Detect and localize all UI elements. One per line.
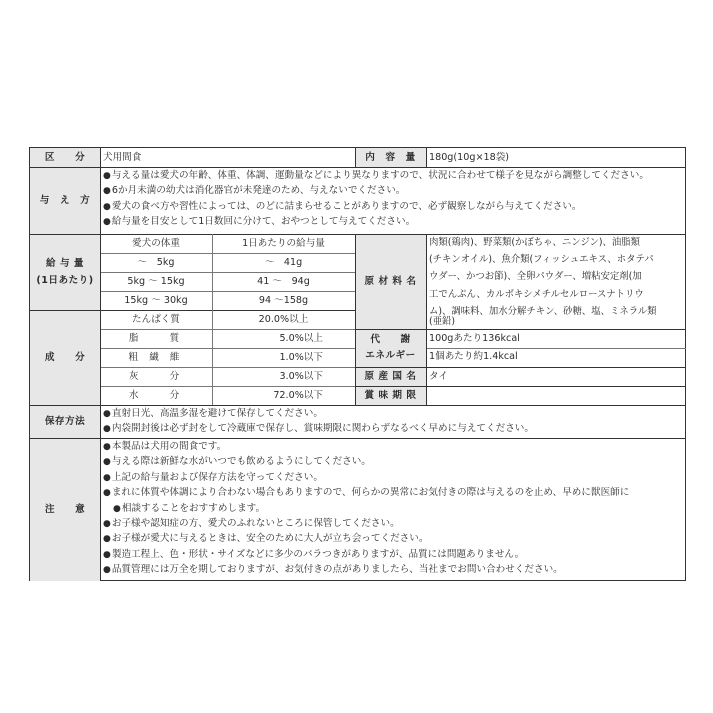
storage-label: 保存方法	[30, 405, 100, 438]
product-info-table	[29, 147, 686, 581]
notes-line: ● 与える際は新鮮な水がいつでも飲めるようにしてください。	[103, 454, 687, 469]
feed-amount-label-line1: 給 与 量	[46, 258, 84, 269]
ingredients-line: 肉類(鶏肉)、野菜類(かぼちゃ、ニンジン)、油脂類	[429, 237, 641, 248]
feeding-line: ● 与える量は愛犬の年齢、体重、体調、運動量などにより異なりますので、状況に合わせて様子を見ながら調整してください。	[103, 168, 687, 183]
feed-amount: 〜 41g	[264, 257, 303, 268]
energy-value-2: 1個あたり約1.4kcal	[429, 351, 518, 362]
feed-amount-label	[30, 234, 100, 310]
row-divider	[100, 367, 355, 368]
feeding-line: ● 給与量を目安として1日数回に分けて、おやつとして与えてください。	[103, 214, 687, 229]
composition-value: 1.0%以下	[279, 352, 323, 363]
notes-line: ● お子様や認知症の方、愛犬のふれないところに保管してください。	[103, 516, 687, 531]
content-value: 180g(10g×18袋)	[429, 152, 510, 163]
feed-weight: 5kg 〜 15kg	[127, 276, 185, 287]
feeding-line: ● 愛犬の食べ方や習性によっては、のどに詰まらせることがありますので、必ず観察しながら与えてください。	[103, 199, 687, 214]
category-label: 区 分	[30, 148, 100, 167]
notes-line: ● 本製品は犬用の間食です。	[103, 439, 687, 454]
row-divider	[30, 310, 355, 311]
notes-list	[100, 439, 687, 581]
feed-weight: 〜 5kg	[137, 257, 175, 268]
row-divider	[30, 405, 686, 406]
notes-line-continued: ● 相談することをおすすめします。	[103, 501, 687, 516]
row-divider	[100, 272, 355, 273]
composition-name: 灰 分	[128, 371, 184, 382]
ingredients-label: 原 材 料 名	[355, 234, 426, 329]
composition-name: 脂 質	[128, 333, 184, 344]
row-divider	[30, 234, 686, 235]
ingredients-last-line: (亜鉛)	[429, 316, 456, 327]
feed-weight: 15kg 〜 30kg	[124, 295, 188, 306]
feeding-line: ● 6か月未満の幼犬は消化器官が未発達のため、与えないでください。	[103, 183, 687, 198]
composition-name: 粗 繊 維	[128, 352, 184, 363]
content-label: 内 容 量	[355, 148, 426, 167]
notes-line: ● 上記の給与量および保存方法を守ってください。	[103, 470, 687, 485]
feed-amount-row	[100, 291, 355, 310]
notes-line: ● 品質管理には万全を期しておりますが、お気付きの点がありましたら、当社までお問い合わせください。	[103, 562, 687, 577]
feed-amount-header: 1日あたりの給与量	[242, 238, 325, 249]
energy-label	[355, 329, 426, 367]
row-divider	[355, 329, 686, 330]
notes-line: ● お子様が愛犬に与えるときは、安全のために大人が立ち会ってください。	[103, 531, 687, 546]
composition-value: 20.0%以上	[258, 314, 309, 325]
feeding-list	[100, 168, 687, 234]
composition-row	[100, 329, 355, 348]
composition-name: 水 分	[128, 390, 184, 401]
row-divider	[30, 438, 686, 439]
storage-line: ● 直射日光、高温多湿を避けて保存してください。	[103, 406, 687, 421]
notes-label: 注 意	[30, 438, 100, 581]
row-divider	[426, 348, 686, 349]
expiry-label: 賞 味 期 限	[355, 386, 426, 405]
ingredients-line: ウダー、かつお節)、全卵パウダー、増粘安定剤(加	[429, 271, 642, 283]
ingredients-line: 工でんぷん、カルボキシメチルセルロースナトリウ	[429, 288, 644, 300]
composition-name: たんぱく質	[132, 314, 180, 325]
row-divider	[30, 167, 686, 168]
row-divider	[100, 348, 355, 349]
energy-label-line2: エネルギー	[365, 350, 416, 361]
column-divider	[100, 148, 101, 581]
composition-value: 72.0%以下	[273, 390, 323, 401]
composition-row	[100, 386, 355, 405]
column-divider	[426, 148, 427, 167]
origin-value: タイ	[429, 371, 448, 382]
storage-list	[100, 406, 687, 438]
composition-label: 成 分	[30, 310, 100, 405]
notes-line: ● 製造工程上、色・形状・サイズなどに多少のバラつきがありますが、品質には問題ありません。	[103, 547, 687, 562]
feed-amount-label-line2: (1日あたり)	[36, 275, 94, 286]
row-divider	[355, 386, 686, 387]
composition-row	[100, 367, 355, 386]
row-divider	[355, 367, 686, 368]
ingredients-line: ム)、調味料、加水分解チキン、砂糖、塩、ミネラル類	[429, 305, 657, 317]
category-value: 犬用間食	[103, 152, 142, 163]
feed-weight-header: 愛犬の体重	[132, 238, 180, 249]
energy-label-line1: 代 謝	[370, 334, 411, 345]
row-divider	[100, 291, 355, 292]
feed-amount: 41 〜 94g	[257, 276, 310, 287]
feed-amount-row	[100, 272, 355, 291]
origin-label: 原 産 国 名	[355, 367, 426, 386]
feeding-label: 与 え 方	[30, 167, 100, 234]
column-divider	[355, 234, 356, 405]
feed-amount: 94 〜158g	[258, 295, 309, 306]
energy-value-1: 100gあたり136kcal	[429, 333, 520, 344]
column-divider	[212, 234, 213, 405]
storage-line: ● 内袋開封後は必ず封をして冷蔵庫で保存し、賞味期限に関わらずなるべく早めに与えてください。	[103, 421, 687, 436]
column-divider	[355, 148, 356, 167]
row-divider	[100, 329, 355, 330]
feed-amount-header-row	[100, 234, 355, 253]
composition-value: 5.0%以上	[279, 333, 323, 344]
row-divider	[100, 386, 355, 387]
composition-row	[100, 310, 355, 329]
row-divider	[100, 253, 355, 254]
feed-amount-row	[100, 253, 355, 272]
ingredients-line: (チキンオイル)、魚介類(フィッシュエキス、ホタテパ	[429, 254, 654, 266]
composition-value: 3.0%以下	[279, 371, 323, 382]
column-divider	[426, 234, 427, 405]
composition-row	[100, 348, 355, 367]
notes-line: ● まれに体質や体調により合わない場合もありますので、何らかの異常にお気付きの際は与えるのを止め、早めに獣医師に	[103, 485, 687, 500]
